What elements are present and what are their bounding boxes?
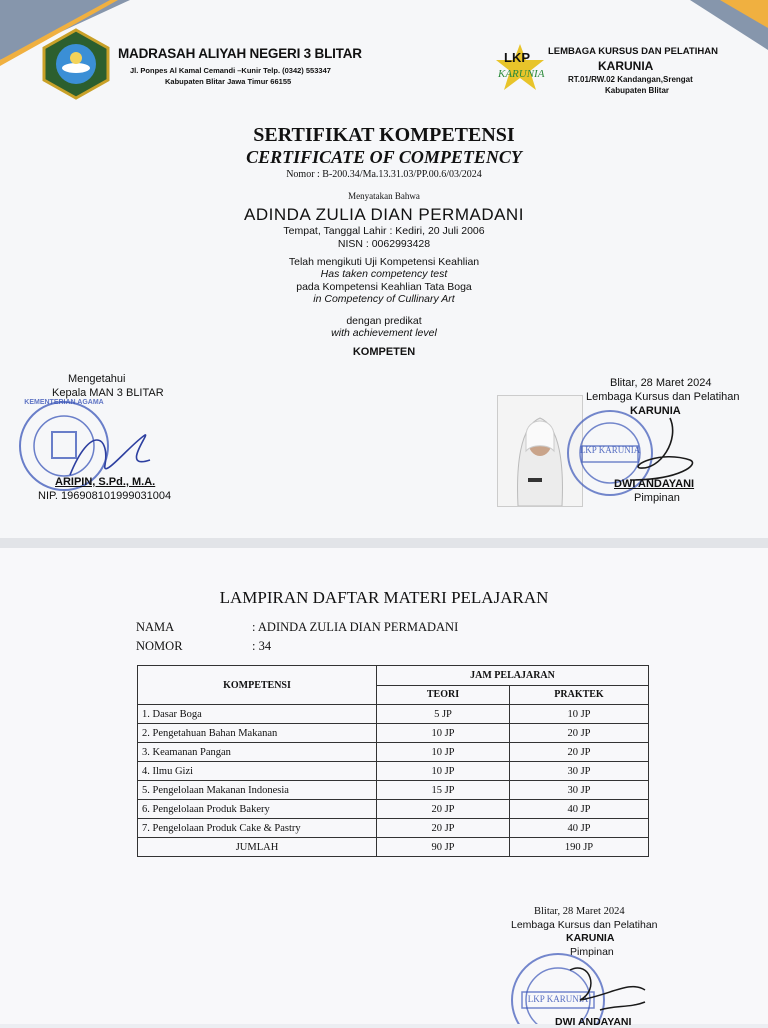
competency-cell: 1. Dasar Boga <box>138 705 377 724</box>
competency-cell: 3. Keamanan Pangan <box>138 743 377 762</box>
certificate-title: SERTIFIKAT KOMPETENSI <box>253 124 515 146</box>
sign-org-name: KARUNIA <box>630 405 681 417</box>
kemenag-stamp-text: KEMENTERIAN AGAMA <box>24 399 104 406</box>
sign-org: Lembaga Kursus dan Pelatihan <box>586 391 740 403</box>
lkp-stamp-text: LKP KARUNIA <box>579 445 641 455</box>
lkp-address-line2: Kabupaten Blitar <box>605 86 670 95</box>
table-row <box>138 724 649 743</box>
school-address-line1: Jl. Ponpes Al Kamal Cemandi –Kunir Telp. (0342) 553347 <box>130 66 331 75</box>
theory-cell: 20 JP <box>377 819 510 838</box>
statement-line4: in Competency of Cullinary Art <box>313 293 455 305</box>
total-theory: 90 JP <box>377 838 510 857</box>
theory-cell: 10 JP <box>377 724 510 743</box>
statement-line3: pada Kompetensi Keahlian Tata Boga <box>296 281 472 293</box>
practice-cell: 30 JP <box>510 762 649 781</box>
table-row <box>138 800 649 819</box>
total-practice: 190 JP <box>510 838 649 857</box>
competency-cell: 4. Ilmu Gizi <box>138 762 377 781</box>
attachment-sign-role: Pimpinan <box>570 946 614 958</box>
competency-cell: 5. Pengelolaan Makanan Indonesia <box>138 781 377 800</box>
total-label: JUMLAH <box>138 838 377 857</box>
lkp-name-short: KARUNIA <box>598 59 654 73</box>
competency-cell: 6. Pengelolaan Produk Bakery <box>138 800 377 819</box>
col-header-competency: KOMPETENSI <box>138 666 377 705</box>
practice-cell: 10 JP <box>510 705 649 724</box>
lkp-name: LEMBAGA KURSUS DAN PELATIHAN <box>548 46 718 57</box>
table-row <box>138 762 649 781</box>
nisn: NISN : 0062993428 <box>337 238 431 250</box>
statement-line5: dengan predikat <box>346 315 422 327</box>
declares-text: Menyatakan Bahwa <box>348 191 420 201</box>
certificate-number: Nomor : B-200.34/Ma.13.31.03/PP.00.6/03/2024 <box>286 169 482 180</box>
number-value: : 34 <box>252 639 272 653</box>
theory-cell: 5 JP <box>377 705 510 724</box>
certificate-title-english: CERTIFICATE OF COMPETENCY <box>246 147 522 167</box>
practice-cell: 20 JP <box>510 743 649 762</box>
lkp-logo-text: LKP <box>504 50 530 65</box>
attachment-sign-org: Lembaga Kursus dan Pelatihan <box>511 919 658 931</box>
recipient-name: ADINDA ZULIA DIAN PERMADANI <box>244 205 524 224</box>
table-row <box>138 743 649 762</box>
acknowledge-label: Mengetahui <box>68 373 126 385</box>
theory-cell: 10 JP <box>377 743 510 762</box>
attachment-sign-name: DWI ANDAYANI <box>555 1016 632 1028</box>
sign-place-date: Blitar, 28 Maret 2024 <box>610 377 712 389</box>
theory-cell: 20 JP <box>377 800 510 819</box>
leader-role: Pimpinan <box>634 492 680 504</box>
statement-line2: Has taken competency test <box>320 268 448 280</box>
name-value: : ADINDA ZULIA DIAN PERMADANI <box>252 620 459 634</box>
lkp-address-line1: RT.01/RW.02 Kandangan,Srengat <box>568 75 693 84</box>
number-label: NOMOR <box>136 639 183 653</box>
headmaster-nip: NIP. 196908101999031004 <box>38 490 172 502</box>
theory-cell: 15 JP <box>377 781 510 800</box>
competency-cell: 7. Pengelolaan Produk Cake & Pastry <box>138 819 377 838</box>
competency-cell: 2. Pengetahuan Bahan Makanan <box>138 724 377 743</box>
theory-cell: 10 JP <box>377 762 510 781</box>
practice-cell: 40 JP <box>510 819 649 838</box>
table-row <box>138 819 649 838</box>
lkp-logo <box>496 44 544 90</box>
achievement-level: KOMPETEN <box>352 346 416 358</box>
practice-cell: 20 JP <box>510 724 649 743</box>
attachment-title: LAMPIRAN DAFTAR MATERI PELAJARAN <box>219 588 549 607</box>
school-name: MADRASAH ALIYAH NEGERI 3 BLITAR <box>118 46 362 61</box>
leader-name: DWI ANDAYANI <box>614 478 695 490</box>
attachment-signature <box>560 950 650 1020</box>
practice-cell: 30 JP <box>510 781 649 800</box>
table-row <box>138 781 649 800</box>
attachment-sign-place-date: Blitar, 28 Maret 2024 <box>534 906 625 917</box>
page-gap <box>0 538 768 548</box>
col-header-theory: TEORI <box>377 685 510 705</box>
attachment-sign-org-name: KARUNIA <box>566 932 615 944</box>
col-header-practice: PRAKTEK <box>510 685 649 705</box>
practice-cell: 40 JP <box>510 800 649 819</box>
table-row <box>138 705 649 724</box>
lkp-logo-script: KARUNIA <box>498 68 545 80</box>
birth-info: Tempat, Tanggal Lahir : Kediri, 20 Juli 2006 <box>283 225 485 237</box>
statement-line6: with achievement level <box>331 327 437 339</box>
statement-line1: Telah mengikuti Uji Kompetensi Keahlian <box>288 256 480 268</box>
headmaster-name: ARIPIN, S.Pd., M.A. <box>55 476 156 488</box>
man-school-logo <box>40 28 112 100</box>
attachment-stamp-text: LKP KARUNIA <box>527 994 589 1004</box>
name-label: NAMA <box>136 620 175 634</box>
headmaster-role: Kepala MAN 3 BLITAR <box>52 387 164 399</box>
col-header-hours: JAM PELAJARAN <box>377 666 649 686</box>
subjects-table <box>137 665 649 857</box>
school-address-line2: Kabupaten Blitar Jawa Timur 66155 <box>165 77 292 86</box>
